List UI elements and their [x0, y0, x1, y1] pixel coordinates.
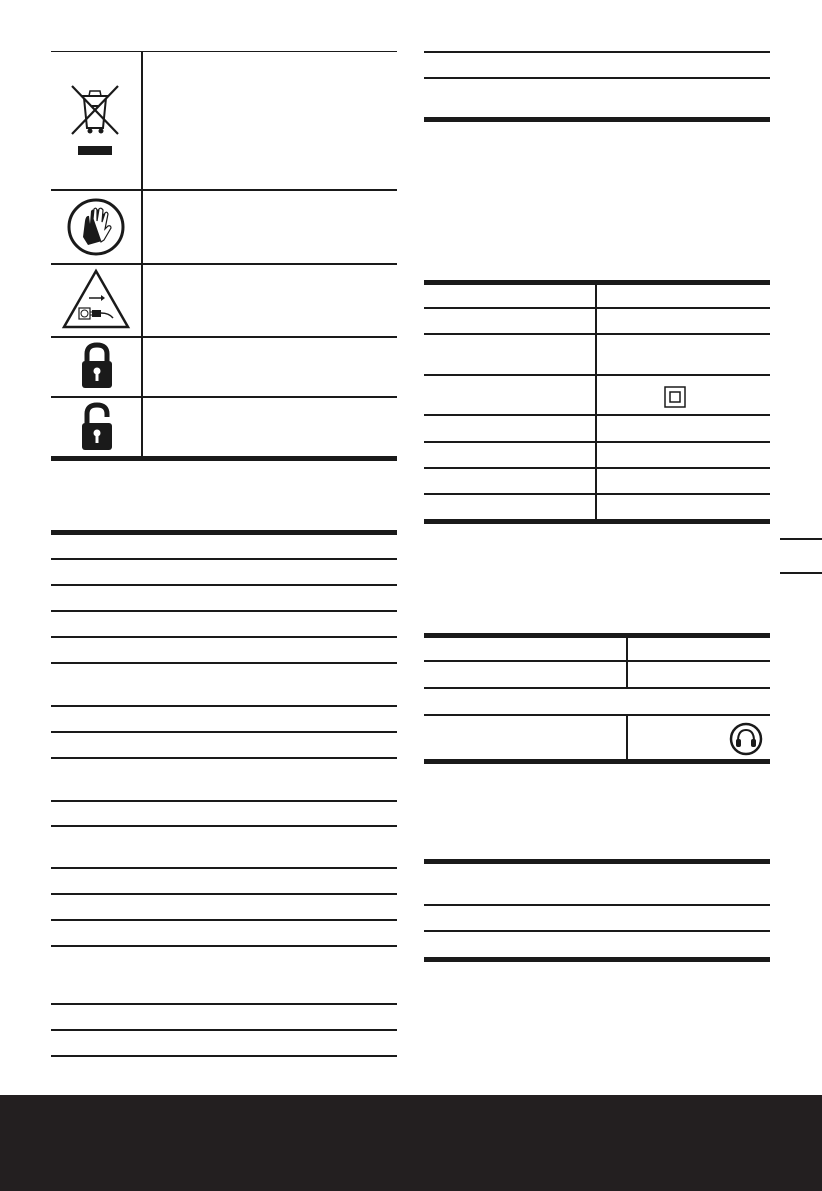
tech-row-rule: [424, 414, 770, 416]
unlocked-padlock-icon: [80, 402, 114, 452]
right-top-rule: [424, 77, 770, 79]
noise-row-rule: [424, 687, 770, 689]
components-row-rule: [51, 757, 397, 759]
noise-table-divider: [626, 715, 628, 760]
noise-table-top-rule: [424, 633, 770, 638]
right-top-rule: [424, 51, 770, 53]
components-row-rule: [51, 610, 397, 612]
tech-row-rule: [424, 467, 770, 469]
components-row-rule: [51, 1003, 397, 1005]
unplug-warning-icon: [61, 268, 131, 330]
vibration-row-rule: [424, 904, 770, 906]
vibration-row-rule: [424, 930, 770, 932]
symbols-row-rule: [51, 336, 397, 338]
noise-table-bottom-rule: [424, 759, 770, 764]
vibration-table-bottom-rule: [424, 957, 770, 962]
components-row-rule: [51, 558, 397, 560]
components-table-top-rule: [51, 530, 397, 535]
wear-gloves-icon: [66, 197, 126, 257]
side-tab-bottom-rule: [780, 572, 822, 574]
footer-band: [0, 1095, 822, 1191]
tech-row-rule: [424, 374, 770, 376]
components-row-rule: [51, 636, 397, 638]
tech-row-rule: [424, 307, 770, 309]
vibration-table-top-rule: [424, 859, 770, 864]
components-row-rule: [51, 919, 397, 921]
tech-row-rule: [424, 333, 770, 335]
noise-row-rule: [424, 660, 770, 662]
tech-table-bottom-rule: [424, 519, 770, 524]
components-row-rule: [51, 662, 397, 664]
components-row-rule: [51, 893, 397, 895]
symbols-row-rule: [51, 263, 397, 265]
symbols-table-bottom-rule: [51, 456, 397, 461]
symbols-row-rule: [51, 189, 397, 191]
symbols-row-rule: [51, 396, 397, 398]
tech-row-rule: [424, 493, 770, 495]
components-row-rule: [51, 867, 397, 869]
components-row-rule: [51, 731, 397, 733]
components-row-rule: [51, 800, 397, 802]
tech-row-rule: [424, 441, 770, 443]
tech-table-top-rule: [424, 280, 770, 285]
components-row-rule: [51, 945, 397, 947]
side-tab-top-rule: [780, 538, 822, 540]
double-insulation-icon: [664, 386, 686, 408]
noise-row-rule: [424, 714, 770, 716]
components-row-rule: [51, 584, 397, 586]
right-top-bottom-rule: [424, 117, 770, 122]
components-row-rule: [51, 825, 397, 827]
tech-table-divider: [595, 282, 597, 522]
wear-ear-protection-icon: [729, 722, 763, 756]
locked-padlock-icon: [80, 342, 114, 390]
symbols-table-top-rule: [51, 51, 397, 52]
components-row-rule: [51, 705, 397, 707]
crossed-out-wheelie-bin-icon: [70, 82, 120, 156]
components-row-rule: [51, 1055, 397, 1057]
components-row-rule: [51, 1029, 397, 1031]
